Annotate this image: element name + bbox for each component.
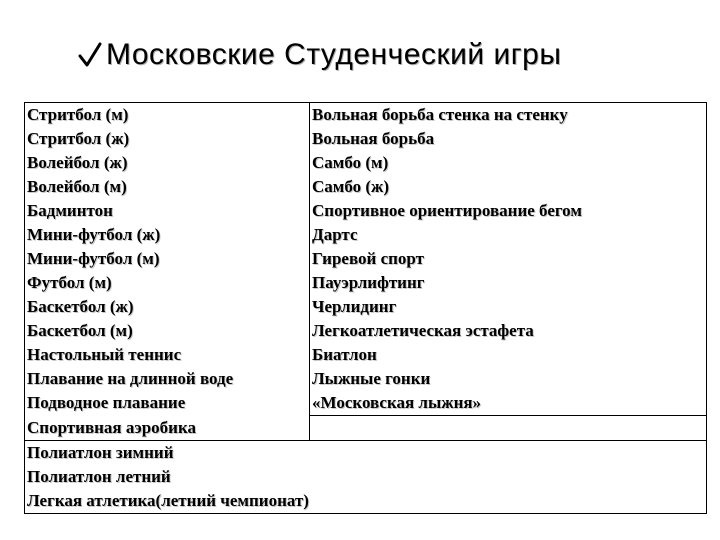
- sport-full-cell: Легкая атлетика(летний чемпионат): [27, 491, 309, 510]
- sport-right-cell: Легкоатлетическая эстафета: [310, 319, 707, 343]
- table-row: [25, 295, 707, 319]
- sport-right-cell: [310, 416, 707, 441]
- table-row: [25, 465, 707, 489]
- sport-right-cell: Лыжные гонки: [310, 367, 707, 391]
- sport-left-cell: Настольный теннис: [25, 343, 310, 367]
- table-row: [25, 247, 707, 271]
- slide-title-text: Московские Студенческий игры: [106, 38, 562, 71]
- table-row: [25, 416, 707, 441]
- sport-left-cell: Мини-футбол (ж): [25, 223, 310, 247]
- sport-right-cell: Дартс: [310, 223, 707, 247]
- sport-right-cell: Вольная борьба стенка на стенку: [310, 103, 707, 128]
- table-row: [25, 175, 707, 199]
- sport-full-cell: Полиатлон зимний: [25, 441, 707, 466]
- table-row: [25, 151, 707, 175]
- sport-right-cell: Вольная борьба: [310, 127, 707, 151]
- sport-right-cell: Пауэрлифтинг: [310, 271, 707, 295]
- slide-title: [78, 38, 561, 72]
- sport-left-cell: Мини-футбол (м): [25, 247, 310, 271]
- sport-left-cell: Спортивная аэробика: [25, 416, 310, 441]
- sports-table-body: [25, 103, 707, 514]
- sport-left-cell: Баскетбол (ж): [25, 295, 310, 319]
- sport-left-cell: Футбол (м): [25, 271, 310, 295]
- sport-right-cell: Гиревой спорт: [310, 247, 707, 271]
- sport-right-cell: «Московская лыжня»: [310, 391, 707, 416]
- sport-left-cell: Волейбол (м): [25, 175, 310, 199]
- table-row: [25, 199, 707, 223]
- table-row: [25, 127, 707, 151]
- table-row: [25, 223, 707, 247]
- table-row: [25, 343, 707, 367]
- table-row: [25, 319, 707, 343]
- sport-right-cell: Спортивное ориентирование бегом: [310, 199, 707, 223]
- sport-left-cell: Плавание на длинной воде: [25, 367, 310, 391]
- sport-right-cell: Черлидинг: [310, 295, 707, 319]
- sport-left-cell: Стритбол (ж): [25, 127, 310, 151]
- table-row: [25, 103, 707, 128]
- table-row: [25, 391, 707, 416]
- sport-right-cell: Самбо (ж): [310, 175, 707, 199]
- sport-full-cell: Полиатлон летний: [27, 467, 171, 486]
- table-row: [25, 489, 707, 514]
- sport-left-cell: Баскетбол (м): [25, 319, 310, 343]
- sport-right-cell: Биатлон: [310, 343, 707, 367]
- sport-left-cell: Стритбол (м): [25, 103, 310, 128]
- sport-left-cell: Бадминтон: [25, 199, 310, 223]
- table-row: [25, 271, 707, 295]
- sport-right-cell: Самбо (м): [310, 151, 707, 175]
- table-row: [25, 367, 707, 391]
- sport-left-cell: Подводное плавание: [25, 391, 310, 416]
- sports-table: [24, 102, 707, 514]
- check-icon: [78, 41, 102, 69]
- sport-left-cell: Волейбол (ж): [25, 151, 310, 175]
- table-row: [25, 441, 707, 466]
